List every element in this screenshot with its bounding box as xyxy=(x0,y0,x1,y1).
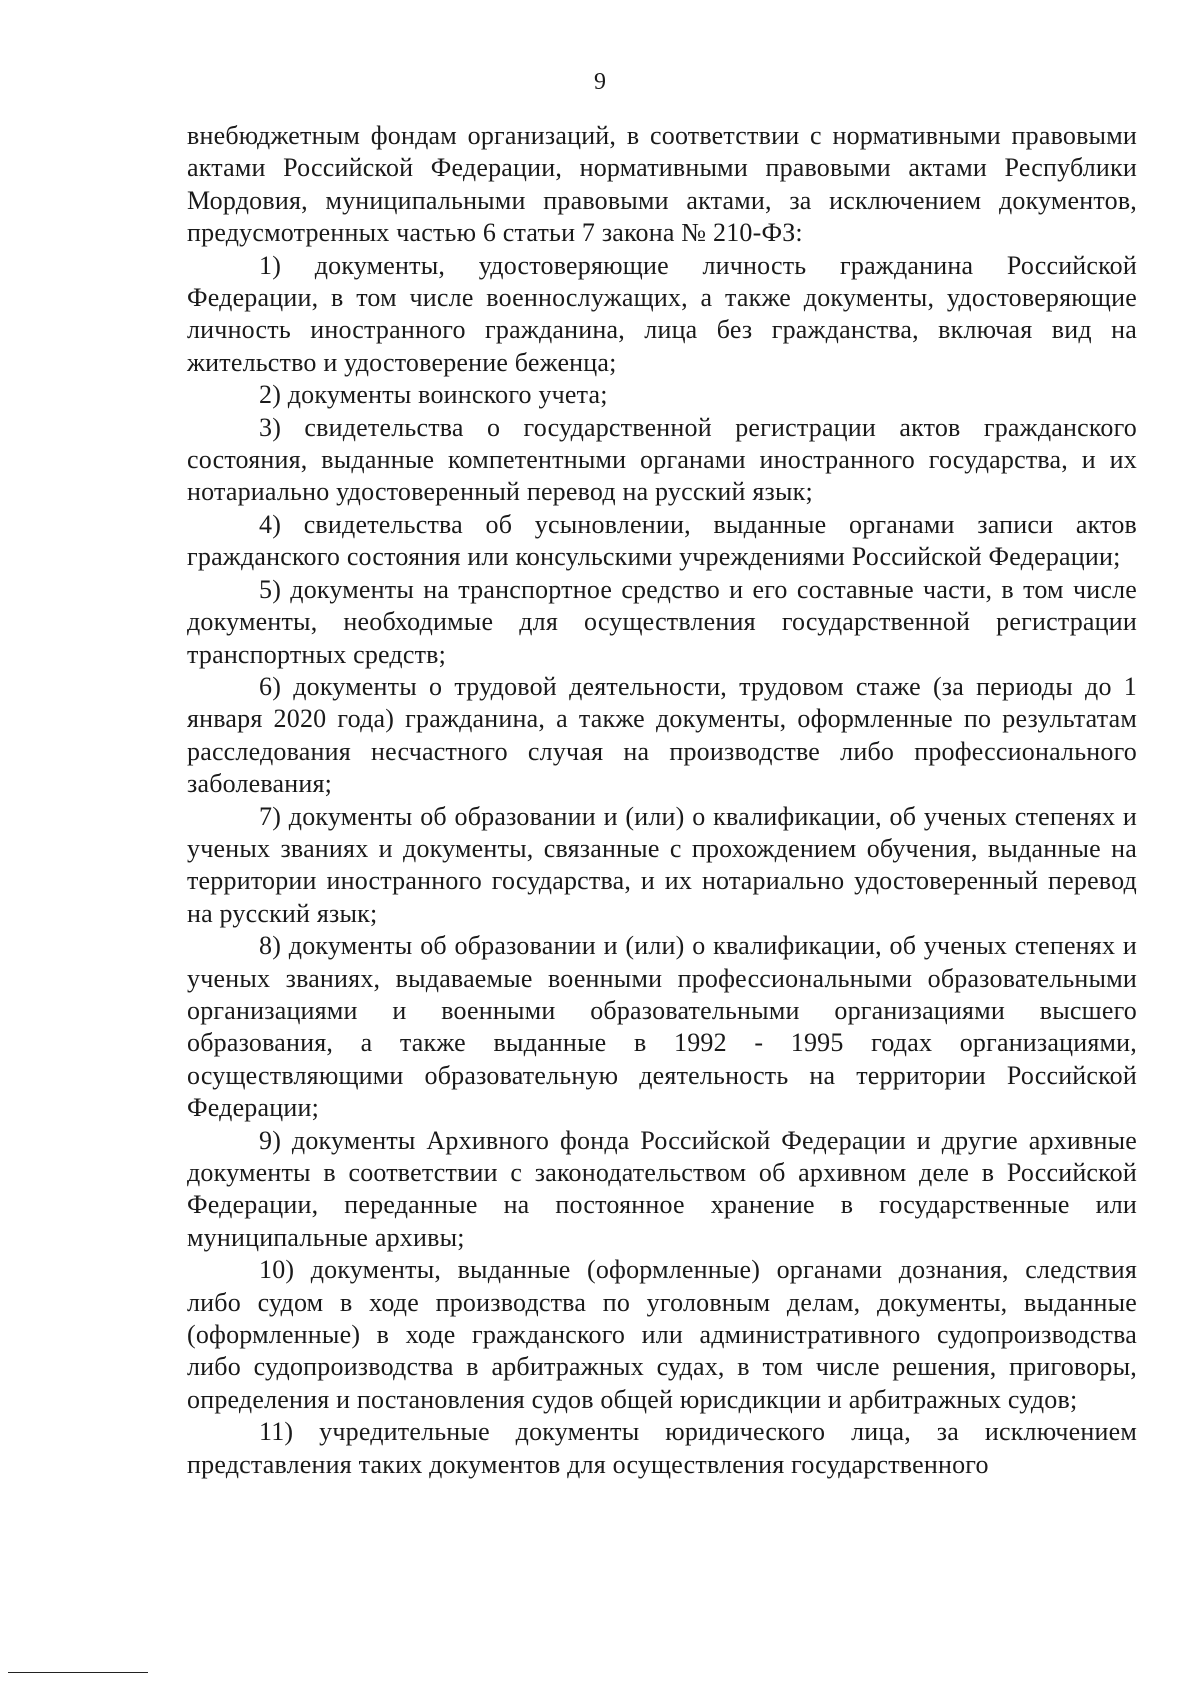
list-item-4: 4) свидетельства об усыновлении, выданные органами записи актов гражданского состояния или консульскими учреждениями Российской Федерации; xyxy=(187,509,1137,572)
list-item-3: 3) свидетельства о государственной регистрации актов гражданского состояния, выданные компетентными органами иностранного государства, и их нотариально удостоверенный перевод на русский язык; xyxy=(187,412,1137,507)
list-item-2: 2) документы воинского учета; xyxy=(259,380,608,410)
document-body xyxy=(187,120,1137,1481)
list-item-1: 1) документы, удостоверяющие личность гражданина Российской Федерации, в том числе военнослужащих, а также документы, удостоверяющие личность иностранного гражданина, лица без гражданства, включая вид на жительство и удостоверение беженца; xyxy=(187,250,1137,377)
list-item-8: 8) документы об образовании и (или) о квалификации, об ученых степенях и ученых званиях, выдаваемые военными профессиональными образовательными организациями и военными образовательными организациями высшего образования, а также выданные в 1992 - 1995 годах организациями, осуществляющими образовательную деятельность на территории Российской Федерации; xyxy=(187,931,1137,1123)
list-item-11: 11) учредительные документы юридического лица, за исключением представления таких документов для осуществления государственного xyxy=(187,1417,1137,1479)
list-item-10: 10) документы, выданные (оформленные) органами дознания, следствия либо судом в ходе производства по уголовным делам, документы, выданные (оформленные) в ходе гражданского или административного судопроизводства либо судопроизводства в арбитражных судах, в том числе решения, приговоры, определения и постановления судов общей юрисдикции и арбитражных судов; xyxy=(187,1255,1137,1414)
list-item-9: 9) документы Архивного фонда Российской Федерации и другие архивные документы в соответствии с законодательством об архивном деле в Российской Федерации, переданные на постоянное хранение в государственные или муниципальные архивы; xyxy=(187,1125,1137,1252)
list-item-6: 6) документы о трудовой деятельности, трудовом стаже (за периоды до 1 января 2020 года) гражданина, а также документы, оформленные по результатам расследования несчастного случая на производстве либо профессионального заболевания; xyxy=(187,671,1137,799)
list-item-7: 7) документы об образовании и (или) о квалификации, об ученых степенях и ученых званиях и документы, связанные с прохождением обучения, выданные на территории иностранного государства, и их нотариально удостоверенный перевод на русский язык; xyxy=(187,801,1137,928)
page-number: 9 xyxy=(594,69,606,95)
list-item-5: 5) документы на транспортное средство и его составные части, в том числе документы, необходимые для осуществления государственной регистрации транспортных средств; xyxy=(187,574,1137,669)
footnote-divider xyxy=(8,1672,148,1673)
lead-paragraph: внебюджетным фондам организаций, в соответствии с нормативными правовыми актами Российской Федерации, нормативными правовыми актами Республики Мордовия, муниципальными правовыми актами, за исключением документов, предусмотренных частью 6 статьи 7 закона № 210-ФЗ: xyxy=(187,121,1137,248)
